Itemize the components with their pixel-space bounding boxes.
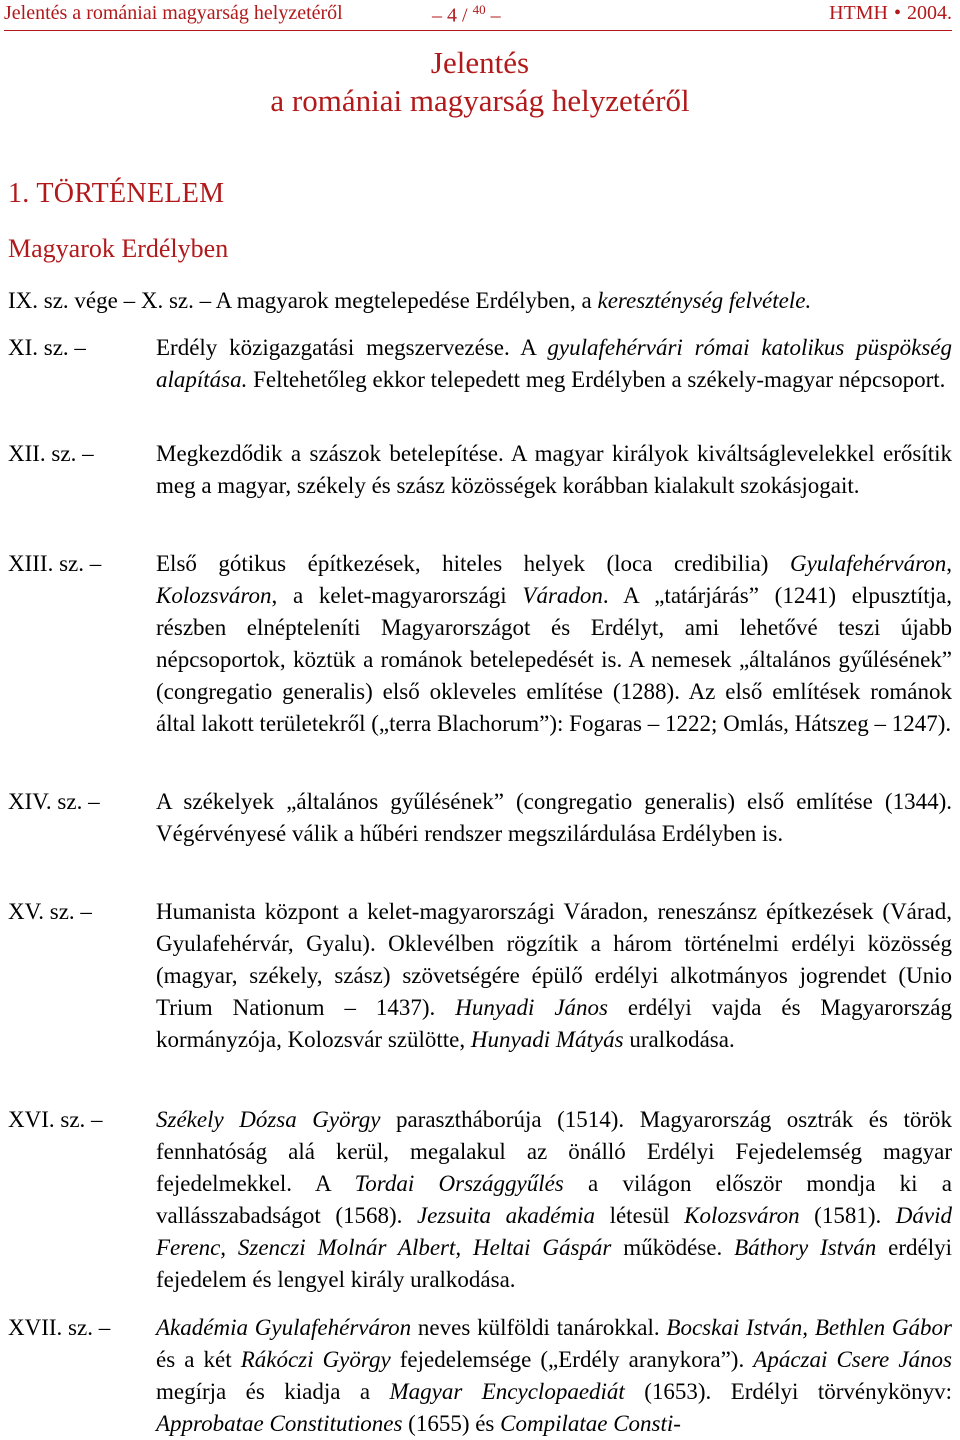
entry-xvi-century <box>8 1104 952 1296</box>
entry-text: Székely Dózsa György parasztháborúja (1514). Magyarország osztrák és török fennhatóság alá kerül, megalakul az önálló Erdélyi Fejedelemség magyar fejedelmekkel. A Tordai Országgyűlés a világon először mondja ki a vallásszabadságot (1568). Jezsuita akadémia létesül Kolozsváron (1581). Dávid Ferenc, Szenczi Molnár Albert, Heltai Gáspár működése. Báthory István erdélyi fejedelem és lengyel király uralkodása. <box>156 1107 953 1292</box>
entry-text: Humanista központ a kelet-magyarországi Váradon, reneszánsz építkezések (Várad, Gyulafehérvár, Gyalu). Oklevélben rögzítik a három történelmi erdélyi közösség (magyar, székely, szász) szövetségére épülő erdélyi alkotmányos jogrendet (Unio Trium Nationum – 1437). Hunyadi János erdélyi vajda és Magyarország kormányzója, Kolozsvár szülötte, Hunyadi Mátyás uralkodása. <box>156 899 952 1052</box>
section-heading: Magyarok Erdélyben <box>8 234 229 263</box>
entry-xii-century <box>8 438 952 502</box>
header-document-title: Jelentés a romániai magyarság helyzetéről <box>4 2 343 24</box>
bullet-icon: • <box>893 2 901 24</box>
entry-xv-century <box>8 896 952 1056</box>
running-header <box>4 2 952 26</box>
entry-xiv-century <box>8 786 952 850</box>
entry-label: XII. sz. – <box>8 441 94 466</box>
header-org: HTMH <box>829 2 888 24</box>
entry-text: Erdély közigazgatási megszervezése. A gyulafehérvári római katolikus püspökség alapítása. Feltehetőleg ekkor telepedett meg Erdélyben a székely-magyar népcsoport. <box>156 335 952 392</box>
entry-ix-century: IX. sz. vége – X. sz. – A magyarok megtelepedése Erdélyben, a kereszténység felvétele. <box>8 288 812 313</box>
chapter-heading: 1. TÖRTÉNELEM <box>8 178 225 209</box>
entry-label: XI. sz. – <box>8 335 86 360</box>
entry-label: XVII. sz. – <box>8 1315 111 1340</box>
entry-label: XV. sz. – <box>8 899 92 924</box>
header-page-number: – 4 / $^{40}$ – <box>432 2 501 27</box>
entry-text: Első gótikus építkezések, hiteles helyek (loca credibilia) Gyulafehérváron, Kolozsváron, a kelet-magyarországi Váradon. A „tatárjárás” (1241) elpusztítja, részben elnépteleníti Magyarországot és Erdélyt, ami lehetővé teszi újabb népcsoportok, köztük a románok betelepedését is. A nemesek „általános gyűlésének” (congregatio generalis) első okleveles említése (1288). Az első említések románok által lakott területekről („terra Blachorum”): Fogaras – 1222; Omlás, Hátszeg – 1247). <box>156 551 953 736</box>
header-year: 2004. <box>907 2 952 24</box>
entry-xi-century <box>8 332 952 396</box>
header-org-year <box>829 2 952 25</box>
header-divider <box>4 30 952 31</box>
entry-label: XIV. sz. – <box>8 789 100 814</box>
page-title: Jelentés a romániai magyarság helyzetéről <box>270 45 690 118</box>
entry-text: Akadémia Gyulafehérváron neves külföldi tanárokkal. Bocskai István, Bethlen Gábor és a két Rákóczi György fejedelemsége („Erdély aranykora”). Apáczai Csere János megírja és kiadja a Magyar Encyclopaediát (1653). Erdélyi törvénykönyv: Approbatae Constitutiones (1655) és Compilatae Consti- <box>156 1315 952 1436</box>
entry-text: A székelyek „általános gyűlésének” (congregatio generalis) első említése (1344). Végérvényesé válik a hűbéri rendszer megszilárdulása Erdélyben is. <box>156 789 952 846</box>
entry-text: Megkezdődik a szászok betelepítése. A magyar királyok kiváltságlevelekkel erősítik meg a magyar, székely és szász közösségek korábban kialakult szokásjogait. <box>156 441 952 498</box>
entry-label: XVI. sz. – <box>8 1107 103 1132</box>
entry-xiii-century <box>8 548 952 740</box>
entry-label: XIII. sz. – <box>8 551 102 576</box>
entry-label: IX. sz. vége – X. sz. – <box>8 288 212 313</box>
entry-xvii-century <box>8 1312 952 1440</box>
